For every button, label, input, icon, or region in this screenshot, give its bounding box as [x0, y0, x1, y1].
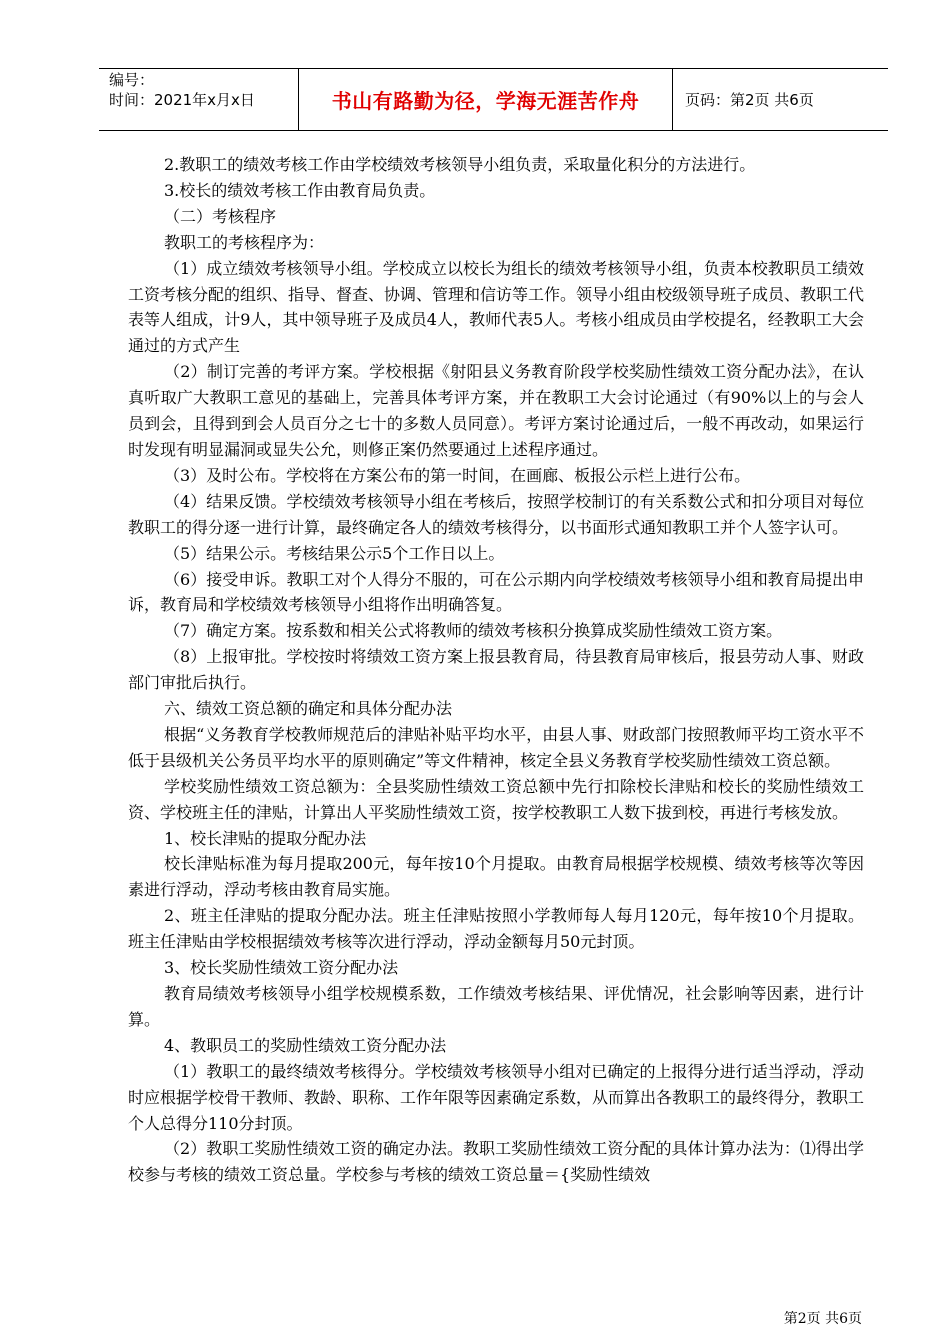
page-footer: 第2页 共6页	[783, 1311, 862, 1327]
paragraph: 2.教职工的绩效考核工作由学校绩效考核领导小组负责，采取量化积分的方法进行。	[164, 155, 756, 174]
paragraph: 3.校长的绩效考核工作由教育局负责。	[164, 180, 436, 200]
paragraph: 根据“义务教育学校教师规范后的津贴补贴平均水平，由县人事、财政部门按照教师平均工资水平不低于县级机关公务员平均水平的原则确定”等文件精神，核定全县义务教育学校奖励性绩效工资总额。	[128, 724, 864, 770]
paragraph: （1）教职工的最终绩效考核得分。学校绩效考核领导小组对已确定的上报得分进行适当浮动，浮动时应根据学校骨干教师、教龄、职称、工作年限等因素确定系数，从而算出各教职工的最终得分，教职工个人总得分110分封顶。	[128, 1061, 865, 1133]
header-page-info: 页码：第2页 共6页	[685, 91, 814, 109]
paragraph: （8）上报审批。学校按时将绩效工资方案上报县教育局，待县教育局审核后，报县劳动人事、财政部门审批后执行。	[128, 647, 864, 693]
paragraph: 2、班主任津贴的提取分配办法。班主任津贴按照小学教师每人每月120元，每年按10个月提取。班主任津贴由学校根据绩效考核等次进行浮动，浮动金额每月50元封顶。	[128, 906, 864, 952]
paragraph: 教职工的考核程序为：	[164, 232, 325, 252]
paragraph: （6）接受申诉。教职工对个人得分不服的，可在公示期内向学校绩效考核领导小组和教育局提出申诉，教育局和学校绩效考核领导小组将作出明确答复。	[128, 569, 864, 615]
page-header	[99, 68, 888, 131]
paragraph: （5）结果公示。考核结果公示5个工作日以上。	[164, 543, 505, 563]
header-meta-cell	[99, 69, 299, 130]
paragraph: 教育局绩效考核领导小组学校规模系数，工作绩效考核结果、评优情况，社会影响等因素，进行计算。	[128, 984, 864, 1029]
paragraph: （3）及时公布。学校将在方案公布的第一时间，在画廊、板报公示栏上进行公布。	[164, 465, 751, 485]
header-motto-cell	[299, 69, 673, 130]
paragraph: 学校奖励性绩效工资总额为：全县奖励性绩效工资总额中先行扣除校长津贴和校长的奖励性绩效工资、学校班主任的津贴，计算出人平奖励性绩效工资，按学校教职工人数下拔到校，再进行考核发放。	[128, 776, 864, 822]
section-heading: 六、绩效工资总额的确定和具体分配办法	[164, 699, 453, 719]
doc-time-label: 时间：2021年x月x日	[109, 91, 255, 109]
header-page-cell	[673, 69, 888, 130]
document-body	[128, 152, 864, 1188]
subsection-heading: 1、校长津贴的提取分配办法	[164, 828, 367, 848]
doc-number-label: 编号：	[109, 71, 155, 89]
paragraph: （1）成立绩效考核领导小组。学校成立以校长为组长的绩效考核领导小组，负责本校教职员工绩效工资考核分配的组织、指导、督查、协调、管理和信访等工作。领导小组由校级领导班子成员、教职工代表等人组成，计9人，其中领导班子及成员4人，教师代表5人。考核小组成员由学校提名，经教职工大会通过的方式产生	[128, 258, 865, 356]
subsection-heading: 3、校长奖励性绩效工资分配办法	[164, 958, 399, 978]
section-heading: （二）考核程序	[164, 206, 277, 226]
subsection-heading: 4、教职员工的奖励性绩效工资分配办法	[164, 1035, 447, 1055]
paragraph: 校长津贴标准为每月提取200元，每年按10个月提取。由教育局根据学校规模、绩效考核等次等因素进行浮动，浮动考核由教育局实施。	[128, 854, 864, 900]
paragraph: （4）结果反馈。学校绩效考核领导小组在考核后，按照学校制订的有关系数公式和扣分项目对每位教职工的得分逐一进行计算，最终确定各人的绩效考核得分，以书面形式通知教职工并个人签字认可。	[128, 491, 864, 537]
header-motto: 书山有路勤为径，学海无涯苦作舟	[331, 89, 640, 113]
paragraph: （7）确定方案。按系数和相关公式将教师的绩效考核积分换算成奖励性绩效工资方案。	[164, 621, 783, 641]
paragraph: （2）教职工奖励性绩效工资的确定办法。教职工奖励性绩效工资分配的具体计算办法为：⑴得出学校参与考核的绩效工资总量。学校参与考核的绩效工资总量＝{奖励性绩效	[128, 1139, 864, 1185]
paragraph: （2）制订完善的考评方案。学校根据《射阳县义务教育阶段学校奖励性绩效工资分配办法》，在认真听取广大教职工意见的基础上，完善具体考评方案，并在教职工大会讨论通过（有90%以上的与会人员到会，且得到到会人员百分之七十的多数人员同意）。考评方案讨论通过后，一般不再改动，如果运行时发现有明显漏洞或显失公允，则修正案仍然要通过上述程序通过。	[128, 362, 864, 459]
